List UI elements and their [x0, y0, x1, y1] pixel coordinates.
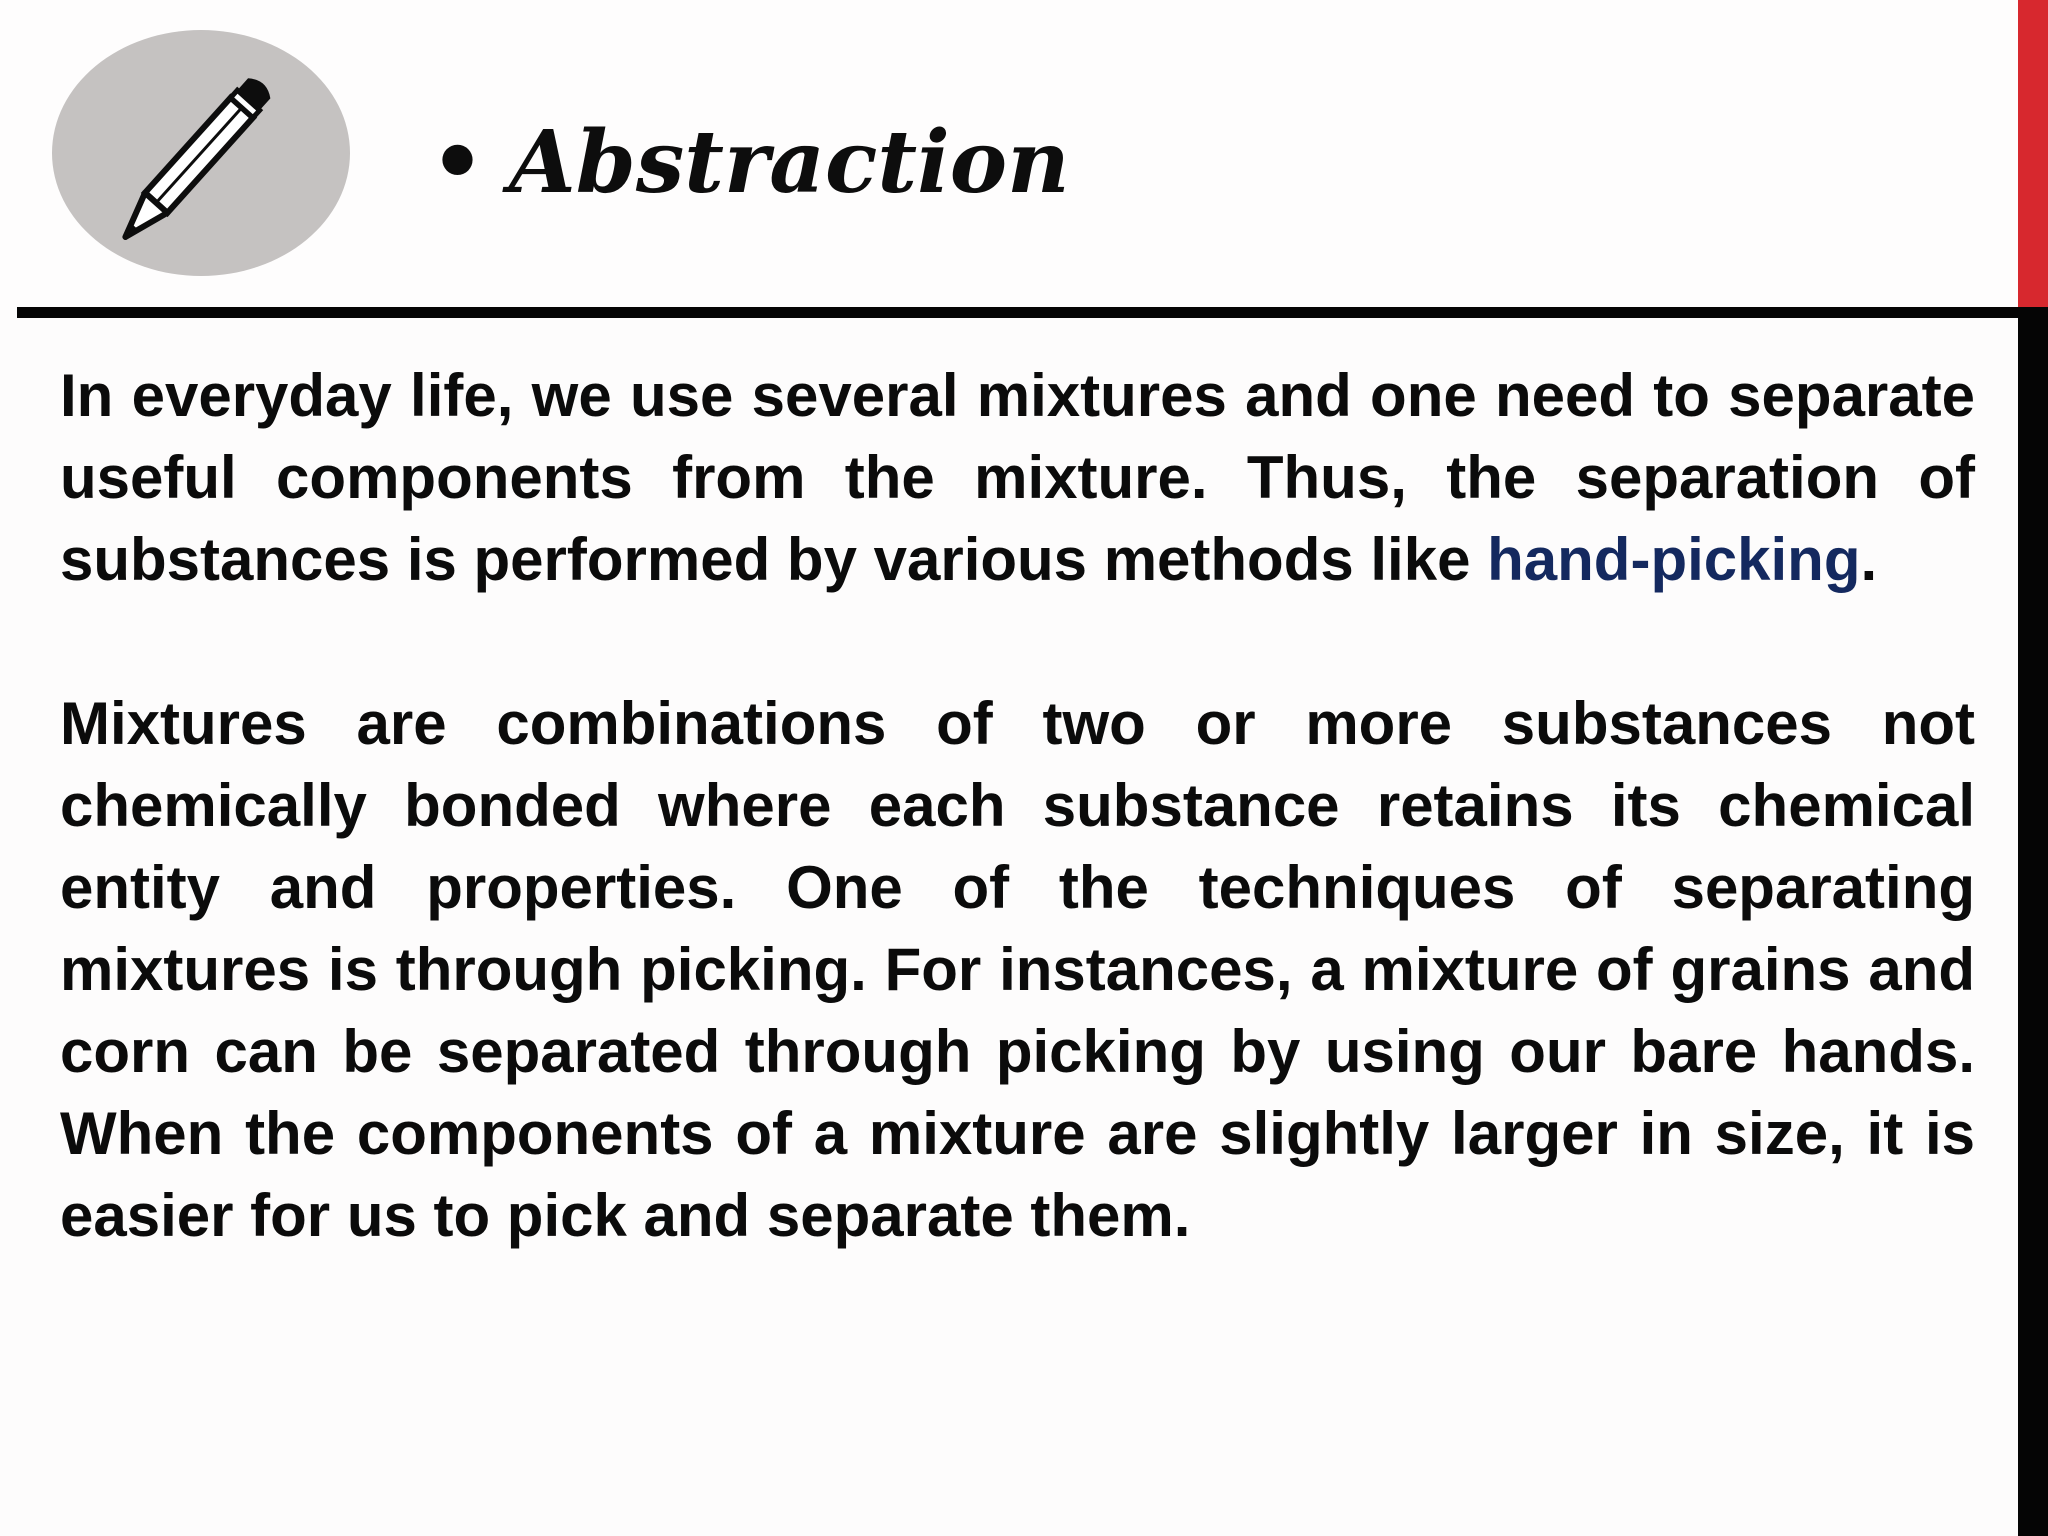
- paragraph-mixtures-definition: Mixtures are combinations of two or more substances not chemically bonded where each substance retains its chemical entity and properties. One of the techniques of separating mixtures is through picking. For instances, a mixture of grains and corn can be separated through picking by using our bare hands. When the components of a mixture are slightly larger in size, it is easier for us to pick and separate them.: [60, 690, 1975, 1249]
- paragraph-intro-tail: .: [1860, 526, 1878, 593]
- accent-bar-black: [2018, 318, 2048, 1536]
- header-divider: [17, 307, 2048, 318]
- paragraph-mixtures-intro: [60, 355, 1975, 601]
- paragraph-intro-text: In everyday life, we use several mixtures and one need to separate useful components from the mixture. Thus, the separation of substances is performed by various methods like: [60, 362, 1975, 593]
- slide-title: [430, 108, 1070, 218]
- slide-body: [60, 355, 1975, 1257]
- accent-bar-red: [2018, 0, 2048, 307]
- slide-title-text: Abstraction: [508, 112, 1070, 213]
- pencil-icon: [52, 30, 350, 276]
- term-hand-picking: hand-picking: [1487, 526, 1861, 593]
- title-bullet: •: [430, 112, 485, 213]
- pencil-badge: [52, 30, 350, 276]
- slide-header: [0, 0, 2018, 310]
